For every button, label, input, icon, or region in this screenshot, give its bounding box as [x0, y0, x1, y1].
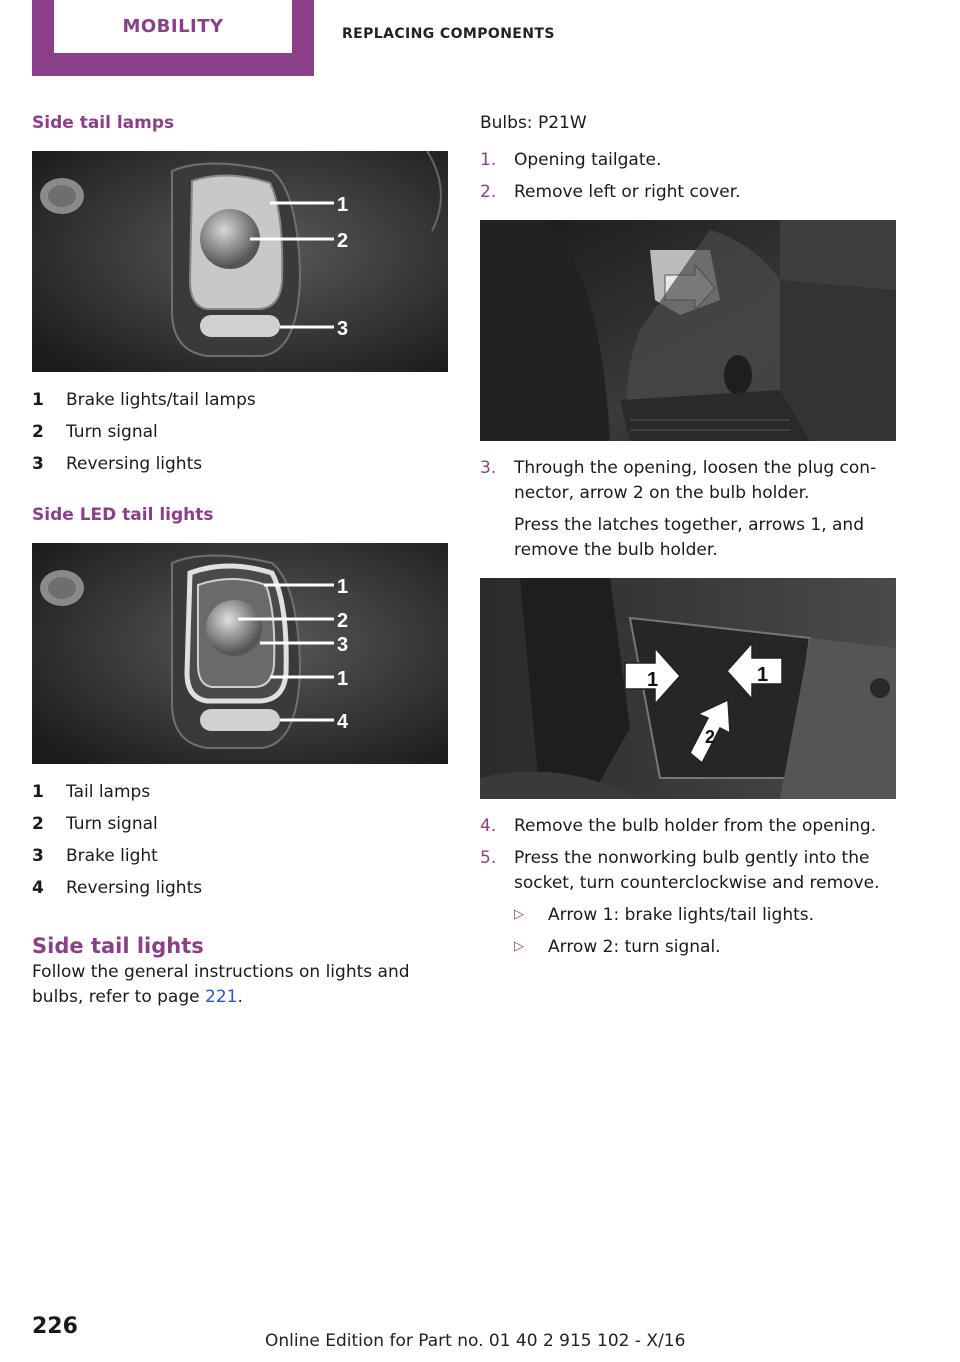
callout-1b: 1	[337, 668, 349, 690]
legend-label: Tail lamps	[66, 782, 151, 802]
figure-trunk-cover	[480, 220, 896, 441]
paragraph-text: Follow the general instructions on lights and bulbs, refer to page	[32, 962, 410, 1007]
triangle-bullet-icon: ▷	[514, 939, 524, 954]
substep-text: Arrow 2: turn signal.	[548, 937, 721, 957]
heading-side-tail-lamps: Side tail lamps	[32, 113, 175, 133]
step-text: Through the opening, loosen the plug con‐ nector, arrow 2 on the bulb holder.	[514, 458, 877, 503]
heading-side-led-tail-lights: Side LED tail lights	[32, 505, 214, 525]
step-number: 5.	[480, 848, 497, 868]
substep-item	[514, 931, 896, 963]
legend-led-tail-light	[32, 776, 448, 904]
callout-1: 1	[337, 576, 349, 598]
legend-label: Brake light	[66, 846, 158, 866]
substep-text: Arrow 1: brake lights/tail lights.	[548, 905, 815, 925]
chapter-title: REPLACING COMPONENTS	[342, 26, 555, 42]
callout-3: 3	[337, 318, 349, 340]
legend-num: 1	[32, 782, 44, 802]
left-column	[32, 110, 448, 1010]
step-text: Remove left or right cover.	[514, 182, 741, 202]
figure-tail-lamp	[32, 151, 448, 372]
legend-label: Reversing lights	[66, 454, 203, 474]
step-number: 3.	[480, 458, 497, 478]
right-column	[480, 110, 896, 963]
bulbs-spec: Bulbs: P21W	[480, 113, 587, 133]
legend-item	[32, 840, 448, 872]
legend-item	[32, 448, 448, 480]
legend-item	[32, 776, 448, 808]
legend-item	[32, 416, 448, 448]
step-item	[480, 456, 896, 563]
legend-num: 2	[32, 814, 44, 834]
figure-bulb-holder	[480, 578, 896, 799]
legend-tail-lamp	[32, 384, 448, 480]
steps-list-final	[480, 814, 896, 963]
legend-label: Brake lights/tail lamps	[66, 390, 256, 410]
legend-num: 3	[32, 846, 44, 866]
legend-label: Reversing lights	[66, 878, 203, 898]
legend-num: 2	[32, 422, 44, 442]
arrow-label-1: 1	[647, 669, 659, 691]
edition-footer: Online Edition for Part no. 01 40 2 915 102 - X/16	[265, 1331, 686, 1351]
substeps-list	[514, 899, 896, 963]
step-item	[480, 180, 896, 205]
step-text: Press the nonworking bulb gently into the socket, turn counterclockwise and remove.	[514, 848, 880, 893]
legend-item	[32, 384, 448, 416]
step-number: 2.	[480, 182, 497, 202]
callout-2: 2	[337, 610, 349, 632]
page-reference-link[interactable]: 221	[205, 987, 238, 1007]
legend-num: 3	[32, 454, 44, 474]
step-number: 4.	[480, 816, 497, 836]
step-item	[480, 148, 896, 173]
paragraph-end: .	[237, 987, 243, 1007]
legend-num: 1	[32, 390, 44, 410]
step-item	[480, 814, 896, 839]
legend-label: Turn signal	[66, 814, 158, 834]
substep-item	[514, 899, 896, 931]
heading-side-tail-lights: Side tail lights	[32, 934, 204, 958]
triangle-bullet-icon: ▷	[514, 907, 524, 922]
steps-list	[480, 148, 896, 205]
page-number: 226	[32, 1314, 78, 1339]
figure-led-tail-light	[32, 543, 448, 764]
legend-item	[32, 872, 448, 904]
steps-list-continued	[480, 456, 896, 563]
section-tab	[32, 0, 314, 76]
callout-4: 4	[337, 711, 349, 733]
step-text: Remove the bulb holder from the opening.	[514, 816, 877, 836]
step-text: Opening tailgate.	[514, 150, 662, 170]
step-item	[480, 846, 896, 963]
legend-item	[32, 808, 448, 840]
step-number: 1.	[480, 150, 497, 170]
callout-1: 1	[337, 194, 349, 216]
legend-label: Turn signal	[66, 422, 158, 442]
callout-3: 3	[337, 634, 349, 656]
callout-2: 2	[337, 230, 349, 252]
step-text-extra: Press the latches together, arrows 1, and remove the bulb holder.	[514, 515, 865, 560]
instructions-paragraph	[32, 960, 448, 1010]
legend-num: 4	[32, 878, 44, 898]
arrow-label-2: 2	[705, 727, 716, 747]
section-tab-label: MOBILITY	[54, 0, 292, 53]
arrow-label-1b: 1	[757, 664, 769, 686]
